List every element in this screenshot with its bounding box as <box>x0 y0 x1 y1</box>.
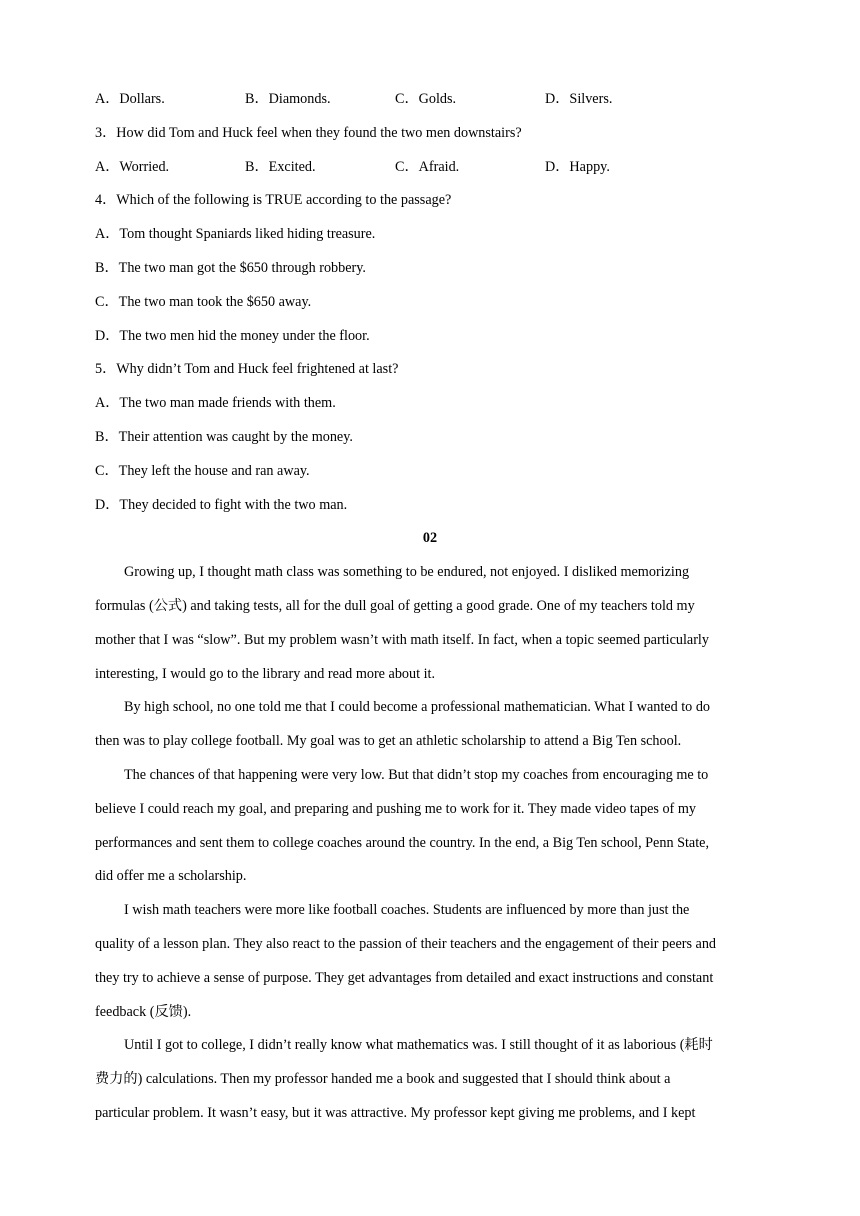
option-c: C．They left the house and ran away. <box>95 462 310 479</box>
question-4: 4．Which of the following is TRUE according to the passage? <box>95 192 452 209</box>
option-c: C．Afraid. <box>395 158 460 175</box>
passage-line: formulas (公式) and taking tests, all for the dull goal of getting a good grade. One of my teachers told my <box>95 597 695 614</box>
passage-line: performances and sent them to college coaches around the country. In the end, a Big Ten school, Penn State, <box>95 834 710 851</box>
passage <box>95 562 765 1137</box>
option-b: B．Excited. <box>245 158 316 175</box>
passage-line: I wish math teachers were more like football coaches. Students are influenced by more than just the <box>124 902 690 919</box>
option-c: C．Golds. <box>395 91 457 107</box>
option-d: D．The two men hid the money under the floor. <box>95 327 370 344</box>
option-a: A．Worried. <box>95 158 170 175</box>
passage-line: feedback (反馈). <box>95 1003 192 1020</box>
option-d: D．Happy. <box>545 158 610 175</box>
option-b: B．Diamonds. <box>245 91 331 107</box>
passage-line: Growing up, I thought math class was something to be endured, not enjoyed. I disliked memorizing <box>124 564 690 581</box>
option-d: D．Silvers. <box>545 91 613 107</box>
question-2-options <box>95 89 765 123</box>
passage-line: 费力的) calculations. Then my professor handed me a book and suggested that I should think about a <box>95 1071 671 1088</box>
passage-line: did offer me a scholarship. <box>95 868 247 885</box>
option-b: B．Their attention was caught by the money. <box>95 428 353 445</box>
question-3: 3．How did Tom and Huck feel when they found the two men downstairs? <box>95 124 522 141</box>
page-content <box>95 89 765 1137</box>
passage-line: By high school, no one told me that I could become a professional mathematician. What I wanted to do <box>124 699 711 716</box>
passage-line: believe I could reach my goal, and preparing and pushing me to work for it. They made video tapes of my <box>95 800 696 817</box>
question-5: 5．Why didn’t Tom and Huck feel frightened at last? <box>95 361 399 378</box>
passage-line: mother that I was “slow”. But my problem wasn’t with math itself. In fact, when a topic seemed particularly <box>95 631 709 648</box>
passage-line: quality of a lesson plan. They also react to the passion of their teachers and the engagement of their peers and <box>95 935 717 952</box>
option-a: A．Tom thought Spaniards liked hiding treasure. <box>95 226 376 243</box>
option-d: D．They decided to fight with the two man. <box>95 496 348 513</box>
passage-line: interesting, I would go to the library and read more about it. <box>95 665 436 682</box>
passage-line: then was to play college football. My goal was to get an athletic scholarship to attend a Big Ten school. <box>95 733 682 750</box>
option-c: C．The two man took the $650 away. <box>95 293 312 310</box>
section-number: 02 <box>422 530 438 547</box>
passage-line: The chances of that happening were very low. But that didn’t stop my coaches from encouraging me to <box>124 766 709 783</box>
option-a: A．The two man made friends with them. <box>95 395 336 412</box>
question-3-options <box>95 157 765 191</box>
passage-line: Until I got to college, I didn’t really know what mathematics was. I still thought of it as laborious (耗时 <box>124 1037 713 1054</box>
passage-line: particular problem. It wasn’t easy, but it was attractive. My professor kept giving me problems, and I kept <box>95 1104 696 1121</box>
option-a: A．Dollars. <box>95 91 165 107</box>
option-b: B．The two man got the $650 through robbery. <box>95 259 366 276</box>
passage-line: they try to achieve a sense of purpose. They get advantages from detailed and exact instructions and constant <box>95 969 714 986</box>
